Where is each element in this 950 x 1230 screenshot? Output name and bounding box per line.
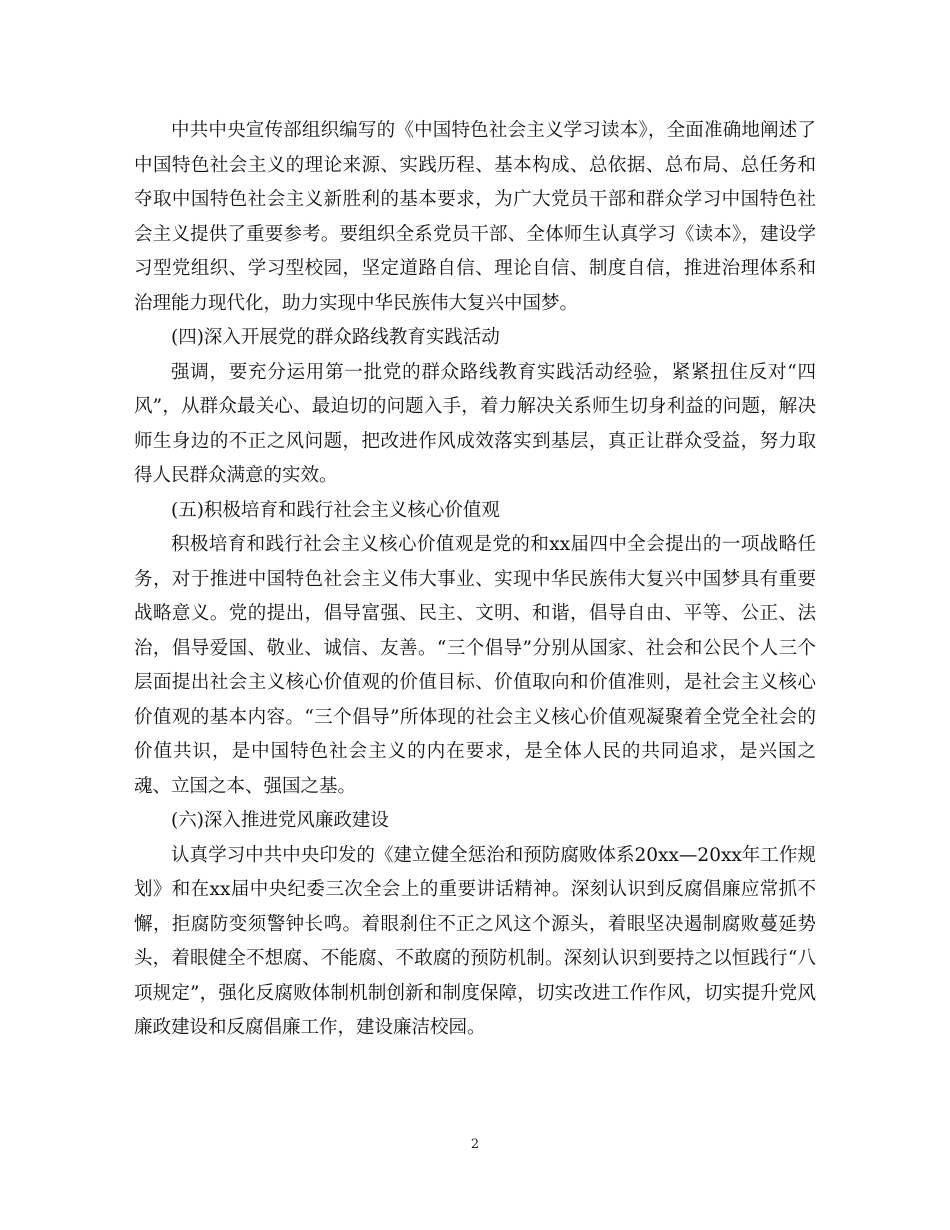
paragraph-core-values: 积极培育和践行社会主义核心价值观是党的和xx届四中全会提出的一项战略任务，对于推进中国特色社会主义伟大事业、实现中华民族伟大复兴中国梦具有重要战略意义。党的提出，倡导富强、民主、文明、和谐，倡导自由、平等、公正、法治，倡导爱国、敬业、诚信、友善。“三个倡导”分别从国家、社会和公民个人三个层面提出社会主义核心价值观的价值目标、价值取向和价值准则，是社会主义核心价值观的基本内容。“三个倡导”所体现的社会主义核心价值观凝聚着全党全社会的价值共识，是中国特色社会主义的内在要求，是全体人民的共同追求，是兴国之魂、立国之本、强国之基。: [134, 534, 816, 797]
section-heading-4: (四)深入开展党的群众路线教育实践活动: [171, 327, 500, 348]
page-number: 2: [470, 1137, 480, 1152]
section-heading-6: (六)深入推进党风廉政建设: [171, 810, 389, 831]
paragraph-mass-line: 强调，要充分运用第一批党的群众路线教育实践活动经验，紧紧扭住反对“四风”，从群众最关心、最迫切的问题入手，着力解决关系师生切身利益的问题，解决师生身边的不正之风问题，把改进作风成效落实到基层，真正让群众受益，努力取得人民群众满意的实效。: [134, 361, 816, 486]
paragraph-reading-book: 中共中央宣传部组织编写的《中国特色社会主义学习读本》，全面准确地阐述了中国特色社会主义的理论来源、实践历程、基本构成、总依据、总布局、总任务和夺取中国特色社会主义新胜利的基本要求，为广大党员干部和群众学习中国特色社会主义提供了重要参考。要组织全系党员干部、全体师生认真学习《读本》，建设学习型党组织、学习型校园，坚定道路自信、理论自信、制度自信，推进治理体系和治理能力现代化，助力实现中华民族伟大复兴中国梦。: [134, 120, 816, 314]
section-heading-5: (五)积极培育和践行社会主义核心价值观: [171, 499, 500, 521]
paragraph-clean-government: 认真学习中共中央印发的《建立健全惩治和预防腐败体系20xx—20xx年工作规划》和在xx届中央纪委三次全会上的重要讲话精神。深刻认识到反腐倡廉应常抓不懈，拒腐防变须警钟长鸣。着眼刹住不正之风这个源头，着眼坚决遏制腐败蔓延势头，着眼健全不想腐、不能腐、不敢腐的预防机制。深刻认识到要持之以恒践行“八项规定”，强化反腐败体制机制创新和制度保障，切实改进工作作风，切实提升党风廉政建设和反腐倡廉工作，建设廉洁校园。: [134, 844, 816, 1038]
document-body: [134, 114, 816, 1046]
